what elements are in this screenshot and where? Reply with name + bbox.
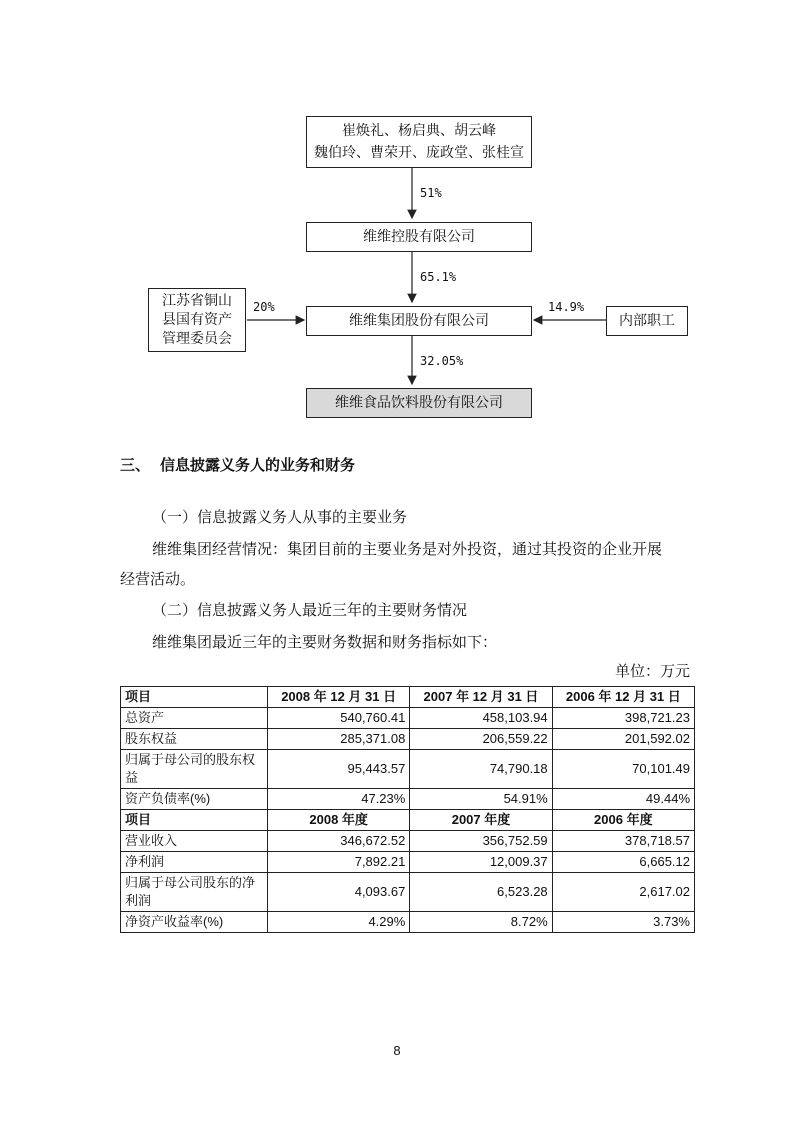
table-cell: 49.44% (552, 789, 694, 810)
business-text-line-1: 维维集团经营情况：集团目前的主要业务是对外投资，通过其投资的企业开展 (152, 540, 663, 558)
table-cell: 6,523.28 (410, 873, 552, 912)
table-cell: 356,752.59 (410, 831, 552, 852)
employees-box: 内部职工 (606, 306, 688, 336)
shareholders-line-2: 魏伯玲、曹荣开、庞政堂、张桂宣 (314, 145, 524, 161)
shareholders-line-1: 崔焕礼、杨启典、胡云峰 (342, 123, 496, 139)
table-cell: 378,718.57 (552, 831, 694, 852)
table-cell-label: 净利润 (121, 852, 268, 873)
pct-listed: 32.05% (420, 354, 464, 368)
table-cell-label: 总资产 (121, 708, 268, 729)
table-header-cell: 项目 (121, 687, 268, 708)
table-header-cell: 2006 年度 (552, 810, 694, 831)
table-cell: 54.91% (410, 789, 552, 810)
state-assets-line-2: 县国有资产 (162, 311, 232, 328)
table-row (121, 729, 695, 750)
table-header-row (121, 810, 695, 831)
table-row (121, 912, 695, 933)
table-cell-label: 净资产收益率(%) (121, 912, 268, 933)
table-header-cell: 2007 年 12 月 31 日 (410, 687, 552, 708)
table-cell: 7,892.21 (268, 852, 410, 873)
listed-company-box: 维维食品饮料股份有限公司 (306, 388, 532, 418)
table-cell: 346,672.52 (268, 831, 410, 852)
financial-table (120, 686, 695, 933)
state-assets-line-3: 管理委员会 (162, 330, 232, 347)
table-cell: 4,093.67 (268, 873, 410, 912)
table-cell: 398,721.23 (552, 708, 694, 729)
section-heading (120, 454, 355, 475)
state-assets-line-1: 江苏省铜山 (162, 292, 232, 309)
table-row (121, 873, 695, 912)
table-cell: 3.73% (552, 912, 694, 933)
table-cell: 12,009.37 (410, 852, 552, 873)
table-cell: 95,443.57 (268, 750, 410, 789)
table-header-cell: 2008 年度 (268, 810, 410, 831)
table-header-cell: 2008 年 12 月 31 日 (268, 687, 410, 708)
table-cell: 2,617.02 (552, 873, 694, 912)
table-row (121, 852, 695, 873)
table-cell: 201,592.02 (552, 729, 694, 750)
ownership-arrows (0, 0, 794, 440)
table-cell-label: 归属于母公司的股东权益 (121, 750, 268, 789)
table-row (121, 831, 695, 852)
group-company-box: 维维集团股份有限公司 (306, 306, 532, 336)
pct-shareholders: 51% (420, 186, 442, 200)
table-cell: 8.72% (410, 912, 552, 933)
table-header-cell: 2006 年 12 月 31 日 (552, 687, 694, 708)
table-cell: 285,371.08 (268, 729, 410, 750)
table-cell: 70,101.49 (552, 750, 694, 789)
table-row (121, 789, 695, 810)
section-number: 三、 (120, 456, 151, 474)
pct-state: 20% (253, 300, 275, 314)
table-header-row (121, 687, 695, 708)
table-cell: 47.23% (268, 789, 410, 810)
table-cell: 458,103.94 (410, 708, 552, 729)
table-cell: 74,790.18 (410, 750, 552, 789)
table-header-cell: 项目 (121, 810, 268, 831)
section-title: 信息披露义务人的业务和财务 (160, 456, 356, 474)
table-header-cell: 2007 年度 (410, 810, 552, 831)
table-cell-label: 营业收入 (121, 831, 268, 852)
table-cell: 4.29% (268, 912, 410, 933)
table-cell: 540,760.41 (268, 708, 410, 729)
business-text-line-2: 经营活动。 (120, 570, 196, 588)
pct-employees: 14.9% (548, 300, 585, 314)
table-row (121, 750, 695, 789)
table-cell: 6,665.12 (552, 852, 694, 873)
page-number: 8 (393, 1043, 401, 1058)
subheading-business: （一）信息披露义务人从事的主要业务 (152, 508, 408, 526)
subheading-financial: （二）信息披露义务人最近三年的主要财务情况 (152, 601, 468, 619)
shareholders-box (306, 116, 532, 168)
state-assets-box (148, 288, 246, 352)
table-cell-label: 资产负债率(%) (121, 789, 268, 810)
table-cell: 206,559.22 (410, 729, 552, 750)
pct-holding: 65.1% (420, 270, 457, 284)
holding-company-box: 维维控股有限公司 (306, 222, 532, 252)
unit-label: 单位：万元 (614, 662, 690, 680)
table-row (121, 708, 695, 729)
table-cell-label: 归属于母公司股东的净利润 (121, 873, 268, 912)
financial-intro: 维维集团最近三年的主要财务数据和财务指标如下： (152, 633, 498, 651)
table-cell-label: 股东权益 (121, 729, 268, 750)
